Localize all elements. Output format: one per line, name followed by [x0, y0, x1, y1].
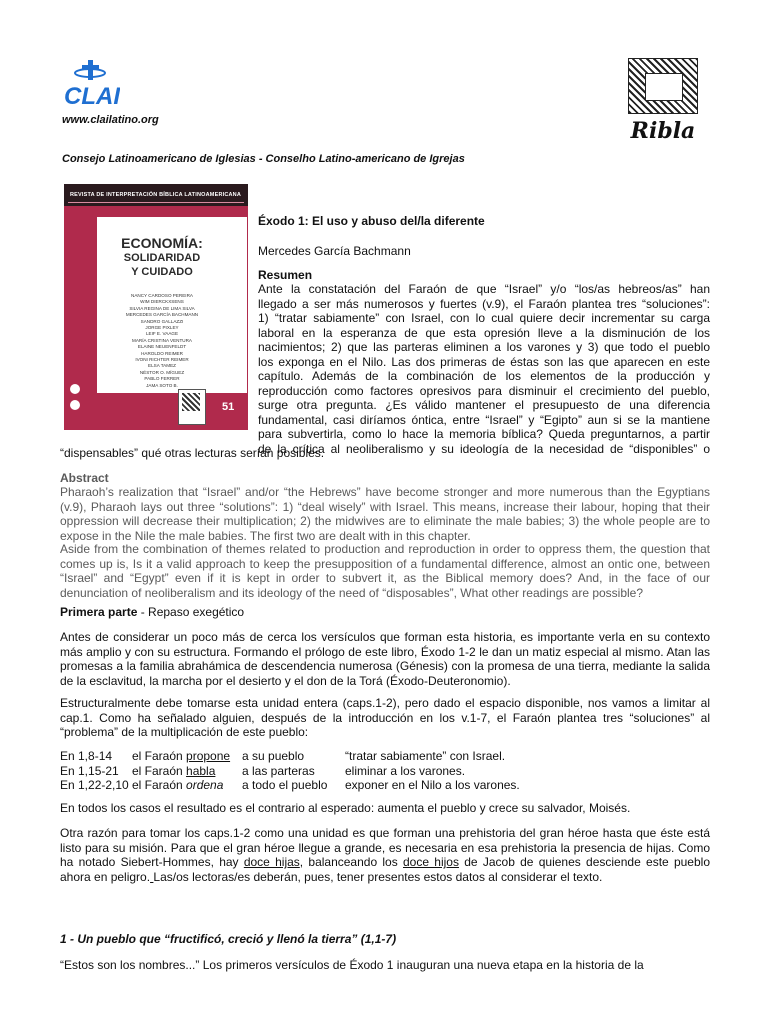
solution-ref: En 1,22-2,10 — [60, 778, 129, 792]
section-1-heading: 1 - Un pueblo que “fructificó, creció y llenó la tierra” (1,1-7) — [60, 932, 397, 946]
abstract-paragraph-2: Aside from the combination of themes related to production and reproduction in order to oppress them, the question that comes up is, Is it a valid approach to keep the presupposition of a fundamental difference, almost an ontic one, between “Israel” and “Egypt” even if it is kept in order to subvert it, as the Biblical memory does? And, in the face of our denunciation of neoliberalism and its ideology of the need of “disposables”, What other readings are possible? — [60, 542, 710, 600]
resumen-heading: Resumen — [258, 268, 313, 282]
magazine-cover — [64, 184, 248, 430]
solution-subj: el Faraón — [132, 749, 187, 763]
ribla-logo — [626, 58, 700, 148]
solution-action — [132, 764, 215, 779]
article-author: Mercedes García Bachmann — [258, 244, 411, 258]
cover-mini-logo — [178, 389, 206, 425]
cover-author: ELAINE NEUENFELDT — [137, 344, 187, 350]
solution-what: exponer en el Nilo a los varones. — [345, 778, 520, 792]
resumen-line: de la crítica al neoliberalismo y su ideología de la necesidad de “disponibles” o — [258, 441, 710, 456]
paragraph-3: En todos los casos el resultado es el contrario al esperado: aumenta el pueblo y crece su salvador, Moisés. — [60, 801, 631, 815]
book-icon — [645, 73, 683, 101]
resumen-line: Ante la constatación del Faraón de que “Israel” y/o “los/as hebreos/as” han — [258, 282, 710, 296]
cover-issue-number: 51 — [222, 401, 235, 413]
cover-band-text: REVISTA DE INTERPRETACIÓN BÍBLICA LATINOAMERICANA — [70, 192, 242, 198]
solution-row — [60, 764, 710, 779]
solution-row — [60, 749, 710, 764]
solutions-list — [60, 749, 710, 793]
resumen-line: nacimientos; 2) que las parteras eliminen a los varones y 3) que todo el pueblo — [258, 340, 710, 354]
organization-heading: Consejo Latinoamericano de Iglesias - Conselho Latino-americano de Igrejas — [62, 153, 465, 165]
clai-logo — [62, 60, 120, 106]
cover-author: NÉSTOR O. MÍGUEZ — [139, 369, 185, 375]
cover-author: MERCEDES GARCÍA BACHMANN — [125, 312, 199, 318]
resumen-line: 1) “tratar sabiamente” con Israel, con lo cual quiere decir incrementar su carga — [258, 311, 710, 325]
article-title: Éxodo 1: El uso y abuso del/la diferente — [258, 214, 485, 228]
solution-action — [132, 749, 230, 764]
resumen-line: capítulo. Además de la combinación de los elementos de la producción y — [258, 369, 710, 383]
clai-logo-text: CLAI — [64, 83, 120, 106]
solution-verb: propone — [186, 749, 231, 763]
cover-authors — [107, 293, 217, 389]
solution-verb: habla — [186, 763, 216, 778]
cover-author: MARÍA CRISTINA VENTURA — [132, 337, 192, 343]
ribla-logo-text: Ribla — [630, 118, 696, 144]
solution-subj: el Faraón — [132, 763, 187, 778]
resumen-line: llegado a ser más numerosos y fuertes (v.9), el Faraón plantea tres “soluciones”: — [258, 296, 710, 311]
cover-author: IVONI RICHTER REIMER — [135, 357, 189, 363]
abstract-heading: Abstract — [60, 471, 109, 485]
cover-title: ECONOMÍA: SOLIDARIDAD Y CUIDADO — [121, 235, 203, 278]
paragraph-1: Antes de considerar un poco más de cerca los versículos que forman esta historia, es importante verla en su contexto más amplio y con su estructura. Formando el prólogo de este libro, Éxodo 1-2 le dan un matiz especial al mismo. Atan las promesas a la familia abrahámica de descendencia numerosa (Génesis) con la promesa de una tierra, mediante la salida de la esclavitud, la marcha por el desierto y el don de la Torá (Éxodo-Deuteronomio). — [60, 630, 710, 688]
cover-author: WIM DIERCKXSENS — [140, 299, 184, 305]
cover-author: SANDRO GALLAZZI — [140, 318, 184, 324]
resumen-last-line: “dispensables” qué otras lecturas serían posibles. — [60, 446, 325, 460]
resumen-line: para subvertirla, como lo hace la memoria bíblica? Queda preguntarnos, a partir — [258, 427, 710, 441]
cover-author: JORGE PIXLEY — [145, 325, 179, 331]
resumen-line: fundamental, casi diríamos óntica, entre “Israel” y “Egipto” aun si se la mantiene — [258, 412, 710, 427]
solution-what: eliminar a los varones. — [345, 763, 466, 778]
cover-author: NANCY CARDOSO PEREIRA — [131, 293, 193, 298]
cover-panel — [97, 217, 247, 393]
solution-action — [132, 778, 223, 793]
solution-obj: a las parteras — [242, 763, 315, 778]
solution-row — [60, 778, 710, 793]
paragraph-4: Otra razón para tomar los caps.1-2 como una unidad es que forman una prehistoria del gran héroe hasta que éste está listo para su misión. Para que el gran héroe llegue a grande, es necesaria en esa prehistoria la presencia de hijas. Como ha notado Siebert-Hommes, hay doce hijas, balanceando los doce hijos de Jacob de quienes desciende este pueblo ahora en peligro. Las/os lectoras/es deberán, pues, tener presentes estos datos al considerar el texto. — [60, 826, 710, 884]
solution-what: “tratar sabiamente” con Israel. — [345, 749, 506, 763]
part1-heading: Primera parte - Repaso exegético — [60, 605, 245, 619]
paragraph-5: “Estos son los nombres...” Los primeros versículos de Éxodo 1 inauguran una nueva etapa en la historia de la — [60, 958, 644, 972]
abstract-paragraph-1: Pharaoh’s realization that “Israel” and/or “the Hebrews” have become stronger and more numerous than the Egyptians (v.9), Pharaoh lays out three “solutions”: 1) “deal wisely” with Israel. This means, increase their labour, hoping that their oppression will decrease their multiplication; 2) the midwives are to eliminate the male babies; 3) the whole people are to expose in the Nile the male babies. The first two are dealt with in this chapter. — [60, 485, 710, 543]
paragraph-2: Estructuralmente debe tomarse esta unidad entera (caps.1-2), pero dado el espacio disponible, nos vamos a limitar al cap.1. Como ha señalado alguien, después de la introducción en los v.1-7, el Faraón plantea tres “soluciones” al “problema” de la multiplicación de este pueblo: — [60, 696, 710, 739]
cover-author: ELSA TAMEZ — [148, 363, 176, 369]
solution-ref: En 1,15-21 — [60, 763, 119, 778]
solution-ref: En 1,8-14 — [60, 749, 113, 763]
solution-subj: el Faraón — [132, 778, 187, 792]
resumen-line: laboral en la esperanza de que esta opresión lleve a la disminución de los — [258, 325, 710, 340]
cover-author: JAMA SOTO B. — [146, 382, 178, 388]
website-link[interactable]: www.clailatino.org — [62, 114, 159, 126]
cover-author: LEIF E. VAAGE — [145, 331, 179, 337]
solution-verb: ordena — [186, 778, 224, 792]
resumen-line: los exponga en el Nilo. Las dos primeras de éstas son las que aparecen en este — [258, 354, 710, 369]
cover-author: HAROLDO REIMER — [141, 350, 183, 356]
solution-obj: a todo el pueblo — [242, 778, 328, 792]
cover-author: SILVIA REGINA DE LIMA SILVA — [129, 305, 195, 311]
cover-circles — [70, 384, 84, 416]
solution-obj: a su pueblo — [242, 749, 305, 763]
resumen-line: reproducción como factores opresivos para disminuir el crecimiento del pueblo, — [258, 383, 710, 398]
resumen-line: surge otra pregunta. ¿Es válido mantener el presupuesto de una diferencia — [258, 398, 710, 412]
cover-author: PABLO FERRER — [144, 376, 180, 382]
resumen-text — [258, 282, 710, 456]
